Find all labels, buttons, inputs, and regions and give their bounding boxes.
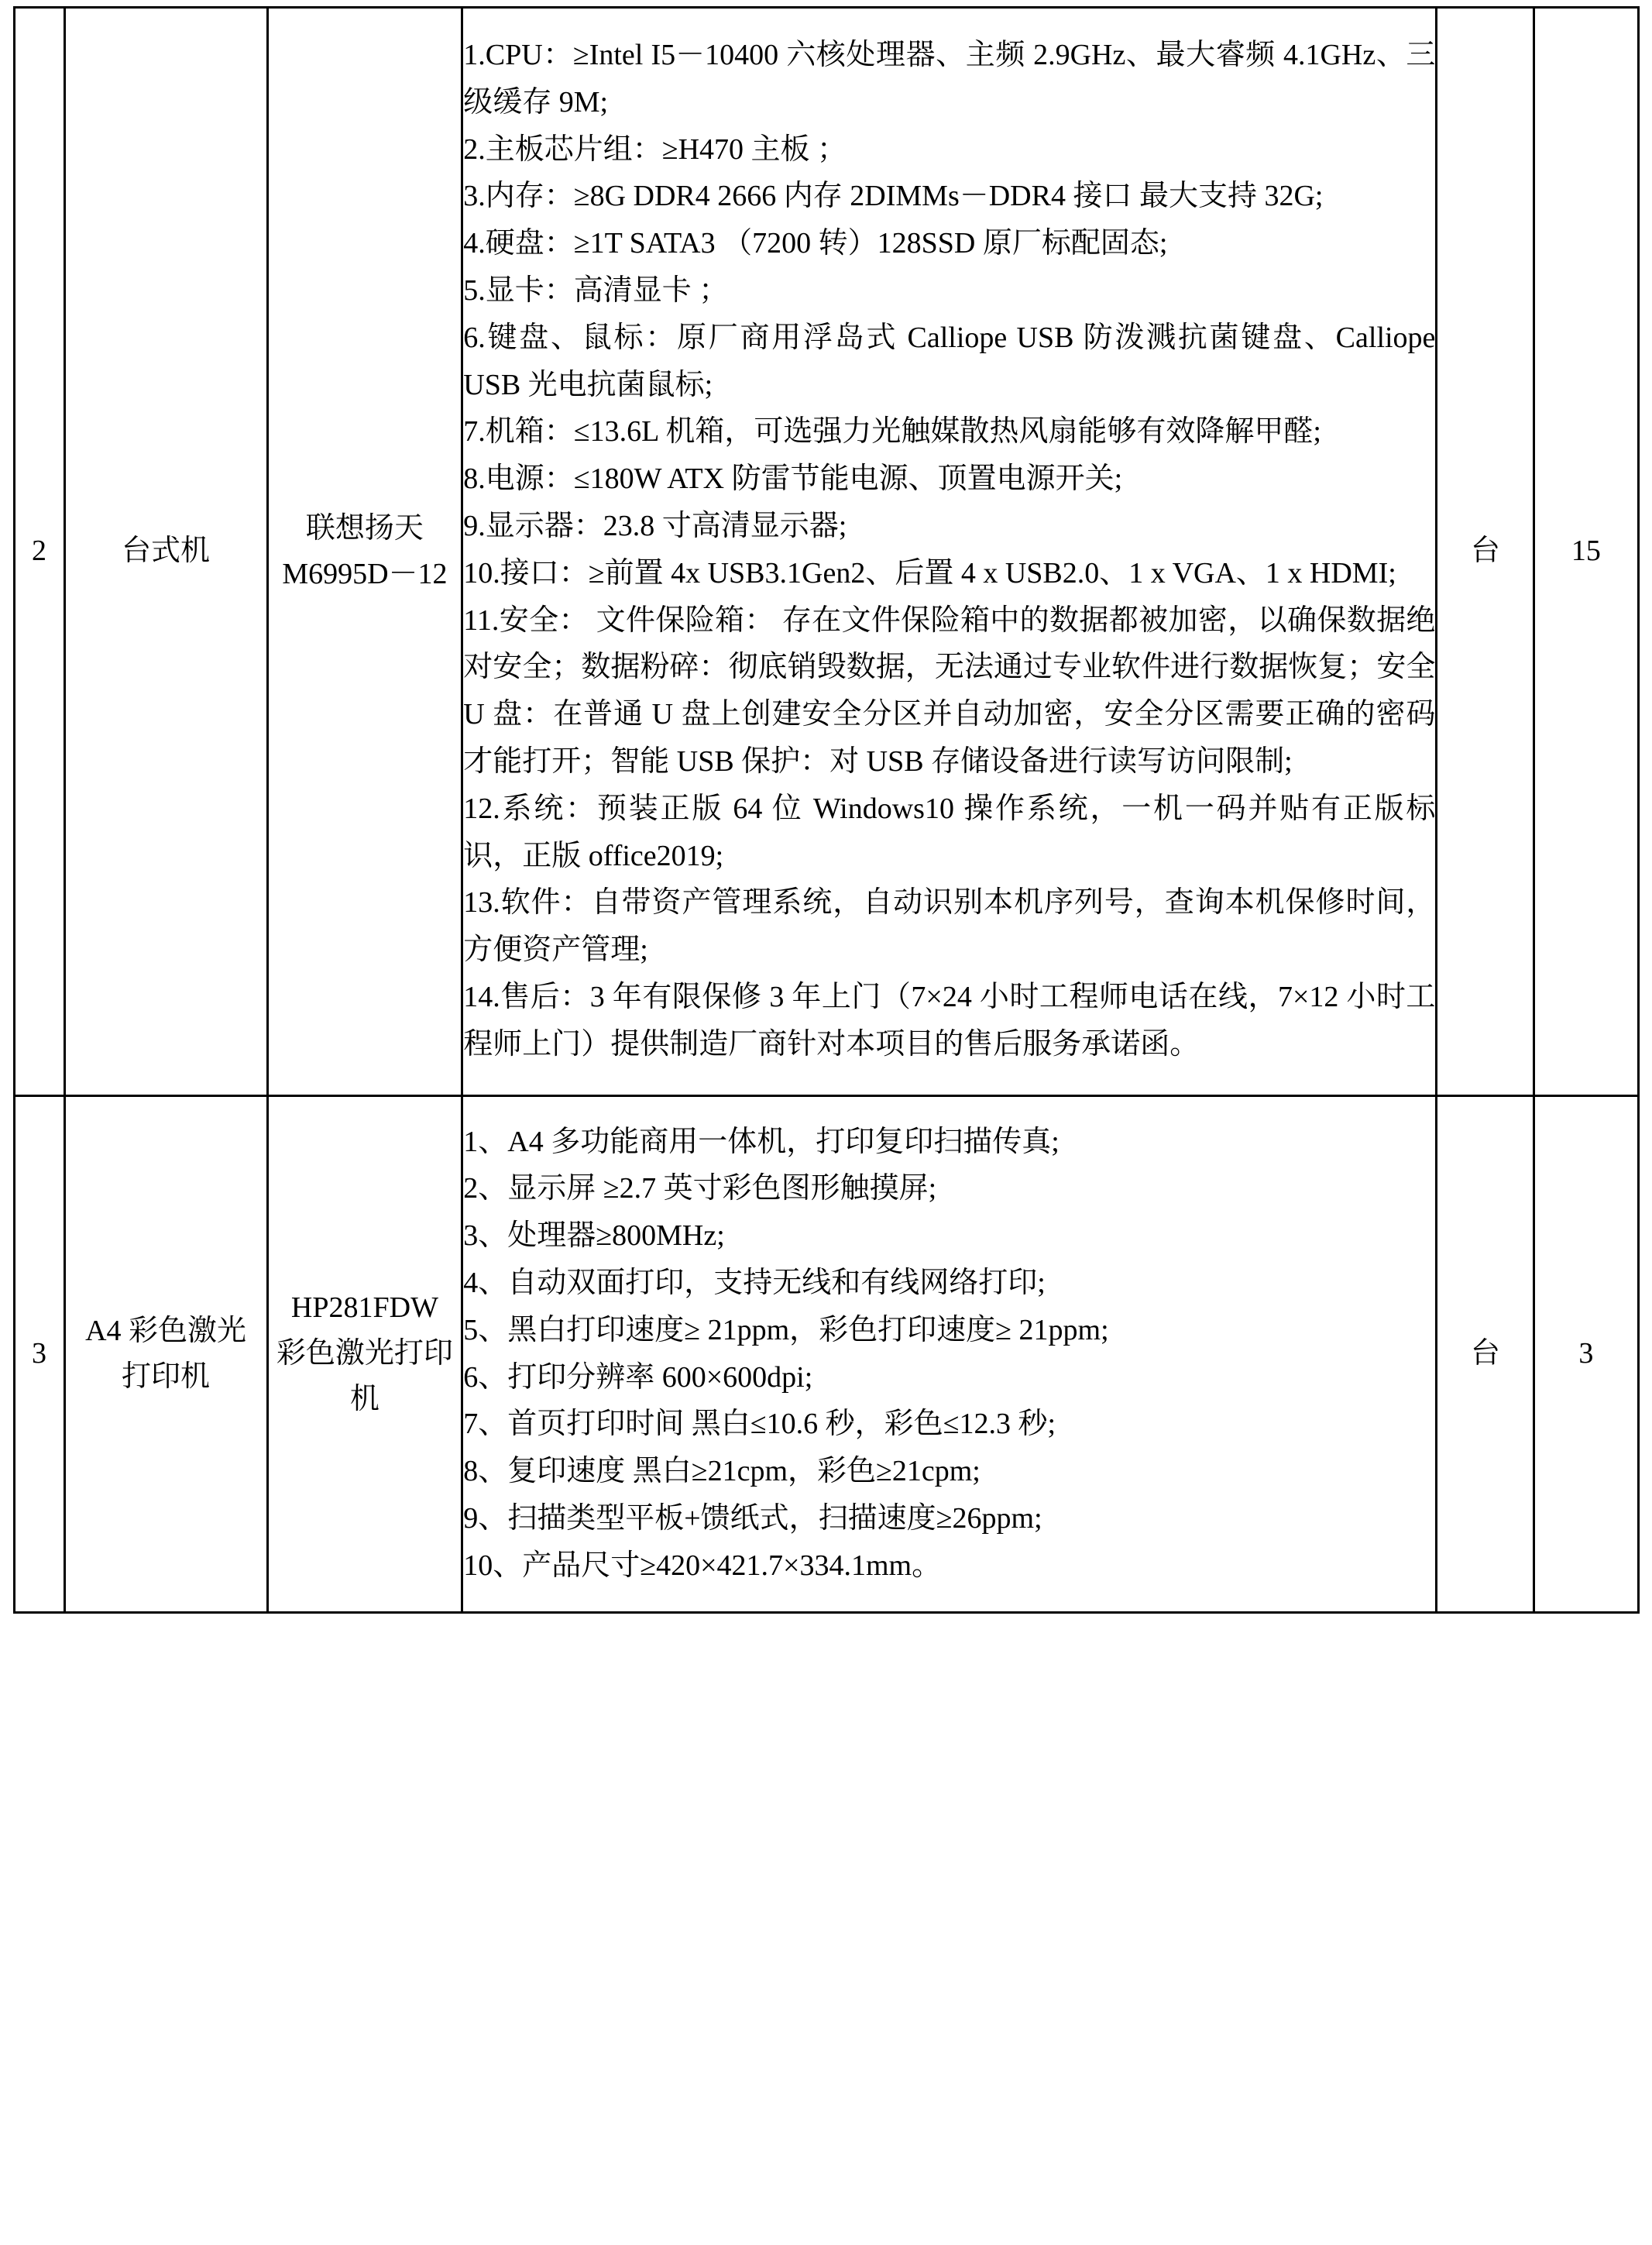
row-item-name: 台式机 — [64, 8, 267, 1096]
spec-line: 5、黑白打印速度≥ 21ppm，彩色打印速度≥ 21ppm; — [463, 1313, 1109, 1346]
row-unit: 台 — [1437, 8, 1534, 1096]
spec-line: 12.系统：预装正版 64 位 Windows10 操作系统，一机一码并贴有正版标识，正版 office2019; — [463, 792, 1436, 872]
table-row — [14, 1095, 1638, 1612]
row-item-model: HP281FDW 彩色激光打印机 — [267, 1095, 462, 1612]
row-item-name: A4 彩色激光打印机 — [64, 1095, 267, 1612]
spec-line: 2、显示屏 ≥2.7 英寸彩色图形触摸屏; — [463, 1172, 937, 1205]
row-quantity: 3 — [1534, 1095, 1638, 1612]
row-index: 2 — [14, 8, 64, 1096]
spec-line: 7.机箱：≤13.6L 机箱，可选强力光触媒散热风扇能够有效降解甲醛; — [463, 415, 1321, 449]
spec-line: 9.显示器：23.8 寸高清显示器; — [463, 509, 847, 542]
spec-line: 10、产品尺寸≥420×421.7×334.1mm。 — [463, 1549, 942, 1582]
row-spec-list — [462, 1095, 1437, 1612]
spec-line: 13.软件：自带资产管理系统，自动识别本机序列号，查询本机保修时间，方便资产管理; — [463, 886, 1436, 967]
row-spec-list — [462, 8, 1437, 1096]
table-row — [14, 8, 1638, 1096]
spec-line: 1.CPU：≥Intel I5－10400 六核处理器、主频 2.9GHz、最大睿频 4.1GHz、三级缓存 9M; — [463, 39, 1436, 119]
spec-line: 14.售后：3 年有限保修 3 年上门（7×24 小时工程师电话在线，7×12 小时工程师上门）提供制造厂商针对本项目的售后服务承诺函。 — [463, 980, 1436, 1061]
spec-line: 3、处理器≥800MHz; — [463, 1219, 725, 1253]
spec-line: 5.显卡：高清显卡 ； — [463, 273, 729, 307]
spec-line: 6、打印分辨率 600×600dpi; — [463, 1360, 813, 1394]
row-index: 3 — [14, 1095, 64, 1612]
spec-line: 8、复印速度 黑白≥21cpm，彩色≥21cpm; — [463, 1455, 981, 1488]
row-unit: 台 — [1437, 1095, 1534, 1612]
spec-line: 3.内存：≥8G DDR4 2666 内存 2DIMMs－DDR4 接口 最大支持 32G; — [463, 180, 1324, 213]
row-item-model: 联想扬天 M6995D－12 — [267, 8, 462, 1096]
spec-line: 4、自动双面打印，支持无线和有线网络打印; — [463, 1266, 1046, 1299]
spec-line: 10.接口：≥前置 4x USB3.1Gen2、后置 4 x USB2.0、1 x VGA、1 x HDMI; — [463, 556, 1396, 590]
spec-line: 7、首页打印时间 黑白≤10.6 秒，彩色≤12.3 秒; — [463, 1408, 1056, 1441]
spec-line: 8.电源：≤180W ATX 防雷节能电源、顶置电源开关; — [463, 462, 1123, 496]
specification-table — [13, 6, 1640, 1614]
spec-line: 1、A4 多功能商用一体机，打印复印扫描传真; — [463, 1125, 1060, 1158]
spec-line: 6.键盘、鼠标：原厂商用浮岛式 Calliope USB 防泼溅抗菌键盘、Calliope USB 光电抗菌鼠标; — [463, 321, 1436, 401]
spec-line: 9、扫描类型平板+馈纸式，扫描速度≥26ppm; — [463, 1501, 1042, 1535]
spec-line: 4.硬盘：≥1T SATA3 （7200 转）128SSD 原厂标配固态; — [463, 227, 1168, 260]
row-quantity: 15 — [1534, 8, 1638, 1096]
spec-line: 11.安全： 文件保险箱： 存在文件保险箱中的数据都被加密，以确保数据绝对安全；数据粉碎：彻底销毁数据，无法通过专业软件进行数据恢复；安全 U 盘：在普通 U 盘上创建安全分区并自动加密，安全分区需要正确的密码才能打开；智能 USB 保护：对 USB 存储设备进行读写访问限制; — [463, 603, 1436, 778]
spec-line: 2.主板芯片组：≥H470 主板 ； — [463, 132, 847, 166]
